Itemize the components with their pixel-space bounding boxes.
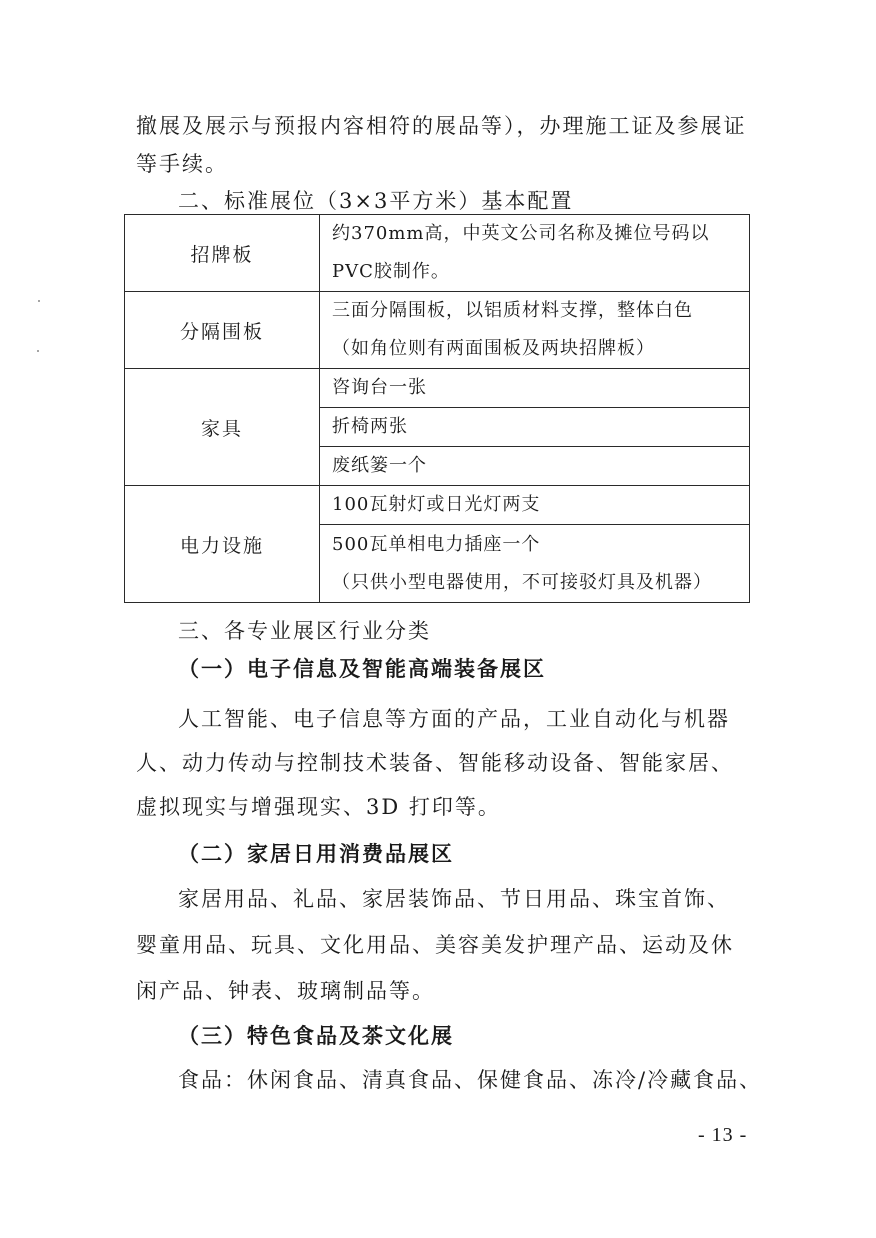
table-cell-item: 家具 bbox=[125, 369, 320, 486]
table-cell-item: 招牌板 bbox=[125, 215, 320, 292]
table-cell-item: 分隔围板 bbox=[125, 292, 320, 369]
paragraph-line: 人、动力传动与控制技术装备、智能移动设备、智能家居、 bbox=[136, 751, 734, 775]
desc-line: 500瓦单相电力插座一个 bbox=[332, 533, 541, 555]
table-row bbox=[125, 486, 750, 525]
paragraph-line: 等手续。 bbox=[136, 152, 228, 176]
scan-speck bbox=[37, 350, 39, 352]
subsection-heading: （二）家居日用消费品展区 bbox=[178, 841, 454, 866]
paragraph-line: 婴童用品、玩具、文化用品、美容美发护理产品、运动及休 bbox=[136, 933, 734, 957]
subsection-heading: （三）特色食品及茶文化展 bbox=[178, 1023, 454, 1048]
desc-line: （只供小型电器使用，不可接驳灯具及机器） bbox=[332, 571, 712, 593]
table-cell-item: 电力设施 bbox=[125, 486, 320, 603]
table-cell-desc: 折椅两张 bbox=[320, 408, 750, 447]
scan-speck bbox=[38, 300, 40, 302]
booth-config-table bbox=[124, 214, 750, 603]
table-row bbox=[125, 292, 750, 369]
table-cell-desc: 废纸篓一个 bbox=[320, 447, 750, 486]
table-cell-desc bbox=[320, 215, 750, 292]
table-cell-desc bbox=[320, 292, 750, 369]
table-cell-desc: 咨询台一张 bbox=[320, 369, 750, 408]
table-cell-desc: 100瓦射灯或日光灯两支 bbox=[320, 486, 750, 525]
section-heading: 二、标准展位（3×3平方米）基本配置 bbox=[178, 189, 574, 213]
desc-line: （如角位则有两面围板及两块招牌板） bbox=[332, 338, 655, 359]
desc-line: 三面分隔围板，以铝质材料支撑，整体白色 bbox=[332, 300, 693, 321]
paragraph-line: 虚拟现实与增强现实、3D 打印等。 bbox=[136, 795, 501, 819]
paragraph-line: 食品：休闲食品、清真食品、保健食品、冻冷/冷藏食品、 bbox=[178, 1068, 763, 1092]
paragraph-line: 闲产品、钟表、玻璃制品等。 bbox=[136, 979, 435, 1003]
table-cell-desc bbox=[320, 525, 750, 603]
section-heading: 三、各专业展区行业分类 bbox=[178, 619, 431, 643]
paragraph-line: 家居用品、礼品、家居装饰品、节日用品、珠宝首饰、 bbox=[178, 887, 730, 911]
paragraph-line: 人工智能、电子信息等方面的产品，工业自动化与机器 bbox=[178, 707, 730, 731]
subsection-heading: （一）电子信息及智能高端装备展区 bbox=[178, 656, 546, 681]
desc-line: PVC胶制作。 bbox=[332, 261, 450, 282]
page-number: - 13 - bbox=[698, 1124, 748, 1146]
table-row bbox=[125, 215, 750, 292]
table-row bbox=[125, 369, 750, 408]
desc-line: 约370mm高，中英文公司名称及摊位号码以 bbox=[332, 223, 710, 244]
paragraph-line: 撤展及展示与预报内容相符的展品等），办理施工证及参展证 bbox=[136, 114, 747, 138]
